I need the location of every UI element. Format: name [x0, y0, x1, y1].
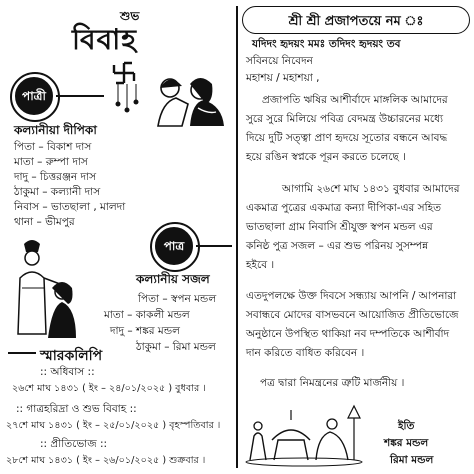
event-name: :: অধিবাস :: — [40, 366, 95, 378]
memo-title-rule — [8, 352, 36, 354]
event-date: ২৮শে মাঘ ১৪৩১ ( ইং – ২৬/০১/২০২৫ ) শুক্রবার । — [6, 455, 206, 466]
event-name: :: গাত্রহরিদ্রা ও শুভ বিবাহ :: — [16, 403, 137, 415]
letter-line: ভাতছালা গ্রাম নিবাসি শ্রীযুক্ত স্বপন মন্ডল এর — [246, 221, 433, 233]
letter-line: আগামি ২৬শে মাঘ ১৪৩১ বুধবার আমাদের — [282, 183, 460, 195]
letter-line: কনিষ্ঠ পুত্র সজল – এর শুভ পরিনয় সুসম্পন্ন — [246, 240, 429, 252]
sign-iti: ইতি — [398, 420, 415, 432]
shubh-text: শুভ — [120, 9, 140, 23]
letter-line: হইবে । — [246, 259, 275, 271]
signer-name: রিমা মন্ডল — [390, 454, 434, 466]
swastik-icon — [111, 60, 137, 86]
event-name: :: প্রীতিভোজ :: — [40, 438, 108, 450]
event-date: ২৭শে মাঘ ১৪৩১ ( ইং – ২৫/০১/২০২৫ ) বৃহস্পতিবার । — [6, 420, 221, 431]
letter-line: দিয়ে দুটি সত্ত্বা প্রাণ হৃদয়ে সূতোর বন্ধনে আবদ্ধ — [246, 132, 448, 144]
memo-title: স্মারকলিপি — [40, 348, 103, 364]
letter-line: প্রজাপতি ঋষির আশীর্বাদে মাঙ্গলিক আমাদের — [262, 94, 448, 106]
closing-text: পত্র দ্বারা নিমন্ত্রনের ত্রুটি মার্জনীয় । — [260, 377, 405, 389]
bride-badge — [10, 72, 60, 122]
bride-detail: পিতা – বিকাশ দাস — [14, 141, 92, 153]
bride-badge-label: পাত্রী — [15, 77, 53, 115]
bride-detail: মাতা – রুম্পা দাস — [14, 156, 88, 168]
groom-badge — [150, 222, 200, 272]
addressee-text: মহাশয় / মহাশয়া , — [246, 72, 320, 84]
bride-name: কল্যানীয়া দীপিকা — [14, 123, 97, 137]
salutation-text: সবিনয়ে নিবেদন — [246, 55, 313, 67]
letter-line: সবান্ধবে মোদের বাসভবনে আয়োজিত প্রীতিভোজে — [246, 309, 459, 321]
bride-detail: থানা – ভীমপুর — [14, 216, 75, 228]
column-divider — [236, 6, 238, 468]
letter-line: অনুষ্ঠানে উপস্থিত থাকিয়া নব দম্পতিকে আশীর্বাদ — [246, 328, 450, 340]
letter-line: একমাত্র পুত্রের একমাত্র কন্যা দীপিকা-এর সহিত — [246, 202, 442, 214]
mantra-text: যদিদং হৃদয়ং মমঃ তদিদং হৃদয়ং তব — [252, 38, 401, 50]
bride-detail: নিবাস – ভাতছালা , মালদা — [14, 201, 126, 213]
letter-line: দান করিতে বাধিত করিবেন । — [246, 347, 365, 359]
groom-detail: ঠাকুমা – রিমা মন্ডল — [136, 341, 216, 353]
groom-detail: দাদু – শঙ্কর মন্ডল — [110, 325, 180, 337]
bride-detail: ঠাকুমা – কল্যানী দাস — [14, 186, 101, 198]
groom-badge-label: পাত্র — [155, 227, 193, 265]
groom-detail: মাতা – কাকলী মন্ডল — [104, 309, 190, 321]
letter-line: এতদুপলক্ষে উক্ত দিবসে সন্ধ্যায় আপনি / আপনারা — [246, 290, 457, 302]
bride-badge-rule — [56, 95, 104, 97]
groom-name: কল্যানীয় সজল — [136, 272, 210, 286]
procession-illustration-icon — [244, 396, 364, 468]
letter-line: হয়ে রঙিন স্বপ্নকে পূরন করতে চলেছে । — [246, 151, 406, 163]
groom-badge-rule — [196, 245, 232, 247]
wedding-ceremony-illustration-icon — [8, 238, 78, 340]
signer-name: শঙ্কর মন্ডল — [384, 437, 429, 449]
header-title: শ্রী শ্রী প্রজাপতয়ে নম ঃ — [288, 14, 424, 29]
letter-line: সুরে সুরে মিলিয়ে পবিত্র বেদমন্ত্র উচ্চারনের মধ্যে — [246, 113, 444, 125]
bells-icon — [112, 84, 142, 114]
vivah-title: বিবাহ — [72, 23, 138, 56]
groom-detail: পিতা – স্বপন মন্ডল — [138, 293, 217, 305]
event-date: ২৬শে মাঘ ১৪৩১ ( ইং – ২৪/০১/২০২৫ ) বুধবার । — [12, 383, 206, 394]
bride-detail: দাদু – চিত্তরঞ্জন দাস — [14, 171, 97, 183]
couple-illustration-icon — [142, 68, 230, 130]
header-box — [242, 6, 470, 34]
